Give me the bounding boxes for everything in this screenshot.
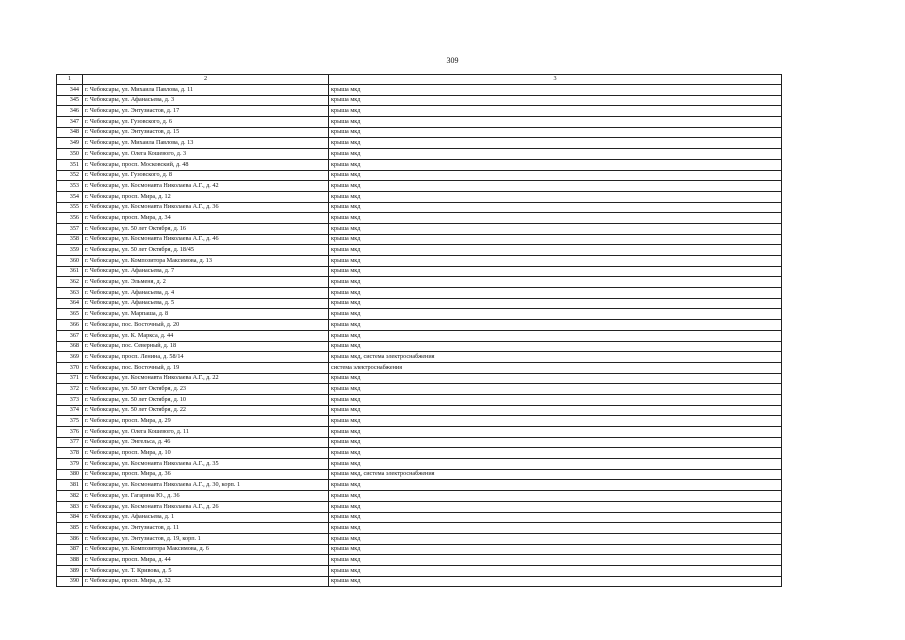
row-work-type: крыша мкд (329, 213, 782, 224)
row-address: г. Чебоксары, ул. Энтузиастов, д. 19, корп. 1 (83, 533, 329, 544)
row-address: г. Чебоксары, просп. Мира, д. 44 (83, 555, 329, 566)
row-address: г. Чебоксары, ул. 50 лет Октября, д. 16 (83, 223, 329, 234)
row-address: г. Чебоксары, ул. Афанасьева, д. 3 (83, 95, 329, 106)
row-address: г. Чебоксары, ул. Михаила Павлова, д. 11 (83, 85, 329, 96)
row-work-type: крыша мкд (329, 127, 782, 138)
row-work-type: крыша мкд (329, 149, 782, 160)
row-work-type: крыша мкд, система электроснабжения (329, 352, 782, 363)
table-row (57, 523, 782, 534)
row-address: г. Чебоксары, ул. Афанасьева, д. 4 (83, 288, 329, 299)
row-work-type: крыша мкд (329, 330, 782, 341)
row-address: г. Чебоксары, ул. Олега Кошевого, д. 11 (83, 427, 329, 438)
table-row (57, 191, 782, 202)
table-row (57, 181, 782, 192)
row-work-type: крыша мкд (329, 576, 782, 587)
row-address: г. Чебоксары, просп. Мира, д. 10 (83, 448, 329, 459)
row-address: г. Чебоксары, ул. Олега Кошевого, д. 3 (83, 149, 329, 160)
table-row (57, 95, 782, 106)
row-number: 346 (57, 106, 83, 117)
row-number: 369 (57, 352, 83, 363)
table-row (57, 223, 782, 234)
row-address: г. Чебоксары, ул. Космонавта Николаева А.Г., д. 22 (83, 373, 329, 384)
table-row (57, 448, 782, 459)
row-work-type: крыша мкд (329, 512, 782, 523)
table-row (57, 533, 782, 544)
row-number: 347 (57, 117, 83, 128)
table-row (57, 288, 782, 299)
row-number: 357 (57, 223, 83, 234)
row-number: 388 (57, 555, 83, 566)
row-work-type: крыша мкд (329, 565, 782, 576)
row-address: г. Чебоксары, ул. Афанасьева, д. 1 (83, 512, 329, 523)
table-row (57, 373, 782, 384)
row-address: г. Чебоксары, ул. Космонавта Николаева А.Г., д. 30, корп. 1 (83, 480, 329, 491)
table-row (57, 469, 782, 480)
row-work-type: крыша мкд (329, 191, 782, 202)
row-number: 379 (57, 459, 83, 470)
row-number: 387 (57, 544, 83, 555)
row-work-type: крыша мкд (329, 394, 782, 405)
row-address: г. Чебоксары, ул. Марпаша, д. 8 (83, 309, 329, 320)
row-number: 353 (57, 181, 83, 192)
row-work-type: крыша мкд (329, 416, 782, 427)
row-work-type: крыша мкд (329, 555, 782, 566)
row-work-type: крыша мкд (329, 320, 782, 331)
row-number: 378 (57, 448, 83, 459)
table-row (57, 330, 782, 341)
row-work-type: крыша мкд (329, 266, 782, 277)
table-row (57, 576, 782, 587)
header-col-address: 2 (83, 75, 329, 85)
row-number: 366 (57, 320, 83, 331)
table-row (57, 512, 782, 523)
row-number: 368 (57, 341, 83, 352)
row-address: г. Чебоксары, ул. Михаила Павлова, д. 13 (83, 138, 329, 149)
row-number: 377 (57, 437, 83, 448)
row-address: г. Чебоксары, ул. Энтузиастов, д. 17 (83, 106, 329, 117)
row-number: 358 (57, 234, 83, 245)
row-address: г. Чебоксары, ул. Композитора Максимова, д. 6 (83, 544, 329, 555)
table-row (57, 159, 782, 170)
row-number: 370 (57, 362, 83, 373)
table-row (57, 85, 782, 96)
row-work-type: крыша мкд (329, 159, 782, 170)
table-row (57, 106, 782, 117)
row-work-type: крыша мкд (329, 288, 782, 299)
table-row (57, 405, 782, 416)
row-work-type: крыша мкд (329, 459, 782, 470)
table-row (57, 394, 782, 405)
registry-table (56, 74, 782, 587)
row-address: г. Чебоксары, ул. Композитора Максимова, д. 13 (83, 256, 329, 267)
row-address: г. Чебоксары, просп. Мира, д. 29 (83, 416, 329, 427)
row-work-type: крыша мкд (329, 523, 782, 534)
row-number: 361 (57, 266, 83, 277)
row-address: г. Чебоксары, пос. Восточный, д. 20 (83, 320, 329, 331)
table-row (57, 352, 782, 363)
row-work-type: крыша мкд (329, 170, 782, 181)
row-address: г. Чебоксары, ул. Космонавта Николаева А.Г., д. 26 (83, 501, 329, 512)
table-row (57, 416, 782, 427)
row-number: 355 (57, 202, 83, 213)
row-address: г. Чебоксары, ул. 50 лет Октября, д. 10 (83, 394, 329, 405)
row-work-type: крыша мкд (329, 491, 782, 502)
table-row (57, 202, 782, 213)
table-row (57, 437, 782, 448)
row-address: г. Чебоксары, ул. Космонавта Николаева А.Г., д. 35 (83, 459, 329, 470)
row-work-type: крыша мкд (329, 480, 782, 491)
row-number: 372 (57, 384, 83, 395)
table-row (57, 256, 782, 267)
row-number: 376 (57, 427, 83, 438)
row-address: г. Чебоксары, пос. Восточный, д. 19 (83, 362, 329, 373)
row-work-type: крыша мкд (329, 202, 782, 213)
row-work-type: крыша мкд (329, 384, 782, 395)
row-number: 374 (57, 405, 83, 416)
row-number: 364 (57, 298, 83, 309)
row-work-type: крыша мкд (329, 405, 782, 416)
row-number: 354 (57, 191, 83, 202)
row-number: 360 (57, 256, 83, 267)
row-number: 349 (57, 138, 83, 149)
table-row (57, 117, 782, 128)
row-number: 362 (57, 277, 83, 288)
header-row (57, 75, 782, 85)
row-number: 381 (57, 480, 83, 491)
row-address: г. Чебоксары, ул. Энтузиастов, д. 11 (83, 523, 329, 534)
row-number: 348 (57, 127, 83, 138)
row-address: г. Чебоксары, пос. Северный, д. 18 (83, 341, 329, 352)
row-work-type: крыша мкд (329, 245, 782, 256)
table-row (57, 149, 782, 160)
row-work-type: крыша мкд, система электроснабжения (329, 469, 782, 480)
table-row (57, 127, 782, 138)
row-address: г. Чебоксары, ул. 50 лет Октября, д. 18/45 (83, 245, 329, 256)
row-work-type: крыша мкд (329, 309, 782, 320)
row-number: 382 (57, 491, 83, 502)
row-address: г. Чебоксары, ул. Афанасьева, д. 7 (83, 266, 329, 277)
row-address: г. Чебоксары, ул. 50 лет Октября, д. 23 (83, 384, 329, 395)
table-row (57, 427, 782, 438)
row-work-type: крыша мкд (329, 85, 782, 96)
table-row (57, 491, 782, 502)
table-body (57, 85, 782, 587)
row-number: 380 (57, 469, 83, 480)
row-number: 351 (57, 159, 83, 170)
row-address: г. Чебоксары, ул. Афанасьева, д. 5 (83, 298, 329, 309)
table-row (57, 320, 782, 331)
table-row (57, 565, 782, 576)
row-address: г. Чебоксары, ул. Т. Кривова, д. 5 (83, 565, 329, 576)
row-work-type: крыша мкд (329, 501, 782, 512)
row-number: 350 (57, 149, 83, 160)
row-number: 367 (57, 330, 83, 341)
row-address: г. Чебоксары, просп. Мира, д. 36 (83, 469, 329, 480)
table-row (57, 213, 782, 224)
row-address: г. Чебоксары, просп. Мира, д. 32 (83, 576, 329, 587)
row-number: 365 (57, 309, 83, 320)
row-work-type: крыша мкд (329, 298, 782, 309)
row-number: 373 (57, 394, 83, 405)
row-address: г. Чебоксары, ул. Эльменя, д. 2 (83, 277, 329, 288)
row-number: 344 (57, 85, 83, 96)
row-work-type: крыша мкд (329, 181, 782, 192)
table-row (57, 277, 782, 288)
row-number: 390 (57, 576, 83, 587)
row-number: 359 (57, 245, 83, 256)
row-address: г. Чебоксары, ул. Космонавта Николаева А.Г., д. 46 (83, 234, 329, 245)
row-address: г. Чебоксары, ул. Энгельса, д. 46 (83, 437, 329, 448)
page-number: 309 (446, 56, 459, 65)
table-row (57, 501, 782, 512)
row-work-type: крыша мкд (329, 277, 782, 288)
row-number: 375 (57, 416, 83, 427)
row-address: г. Чебоксары, ул. К. Маркса, д. 44 (83, 330, 329, 341)
table-header (57, 75, 782, 85)
table-row (57, 459, 782, 470)
row-number: 345 (57, 95, 83, 106)
row-address: г. Чебоксары, ул. Гузовского, д. 6 (83, 117, 329, 128)
row-number: 352 (57, 170, 83, 181)
header-col-work-type: 3 (329, 75, 782, 85)
row-number: 384 (57, 512, 83, 523)
row-address: г. Чебоксары, ул. Космонавта Николаева А.Г., д. 36 (83, 202, 329, 213)
table-row (57, 266, 782, 277)
row-work-type: крыша мкд (329, 234, 782, 245)
row-address: г. Чебоксары, просп. Ленина, д. 58/14 (83, 352, 329, 363)
row-work-type: крыша мкд (329, 223, 782, 234)
row-number: 385 (57, 523, 83, 534)
row-work-type: крыша мкд (329, 106, 782, 117)
table-row (57, 362, 782, 373)
table-row (57, 309, 782, 320)
table-row (57, 138, 782, 149)
row-work-type: крыша мкд (329, 448, 782, 459)
row-work-type: крыша мкд (329, 117, 782, 128)
row-work-type: крыша мкд (329, 437, 782, 448)
table-row (57, 555, 782, 566)
table-row (57, 245, 782, 256)
row-work-type: крыша мкд (329, 95, 782, 106)
row-work-type: крыша мкд (329, 427, 782, 438)
row-number: 356 (57, 213, 83, 224)
row-address: г. Чебоксары, ул. Космонавта Николаева А.Г., д. 42 (83, 181, 329, 192)
table-row (57, 480, 782, 491)
table-row (57, 298, 782, 309)
row-address: г. Чебоксары, ул. Гузовского, д. 8 (83, 170, 329, 181)
table-row (57, 384, 782, 395)
row-work-type: крыша мкд (329, 373, 782, 384)
header-col-number: 1 (57, 75, 83, 85)
row-number: 386 (57, 533, 83, 544)
row-work-type: крыша мкд (329, 138, 782, 149)
row-number: 389 (57, 565, 83, 576)
table-row (57, 341, 782, 352)
row-work-type: крыша мкд (329, 533, 782, 544)
row-address: г. Чебоксары, ул. Гагарина Ю., д. 36 (83, 491, 329, 502)
table-row (57, 170, 782, 181)
row-address: г. Чебоксары, ул. 50 лет Октября, д. 22 (83, 405, 329, 416)
row-address: г. Чебоксары, ул. Энтузиастов, д. 15 (83, 127, 329, 138)
row-number: 383 (57, 501, 83, 512)
row-work-type: крыша мкд (329, 544, 782, 555)
row-work-type: крыша мкд (329, 256, 782, 267)
row-address: г. Чебоксары, просп. Московский, д. 48 (83, 159, 329, 170)
row-address: г. Чебоксары, просп. Мира, д. 34 (83, 213, 329, 224)
row-work-type: крыша мкд (329, 341, 782, 352)
table-row (57, 544, 782, 555)
table-row (57, 234, 782, 245)
row-number: 363 (57, 288, 83, 299)
row-number: 371 (57, 373, 83, 384)
row-address: г. Чебоксары, просп. Мира, д. 12 (83, 191, 329, 202)
row-work-type: система электроснабжения (329, 362, 782, 373)
